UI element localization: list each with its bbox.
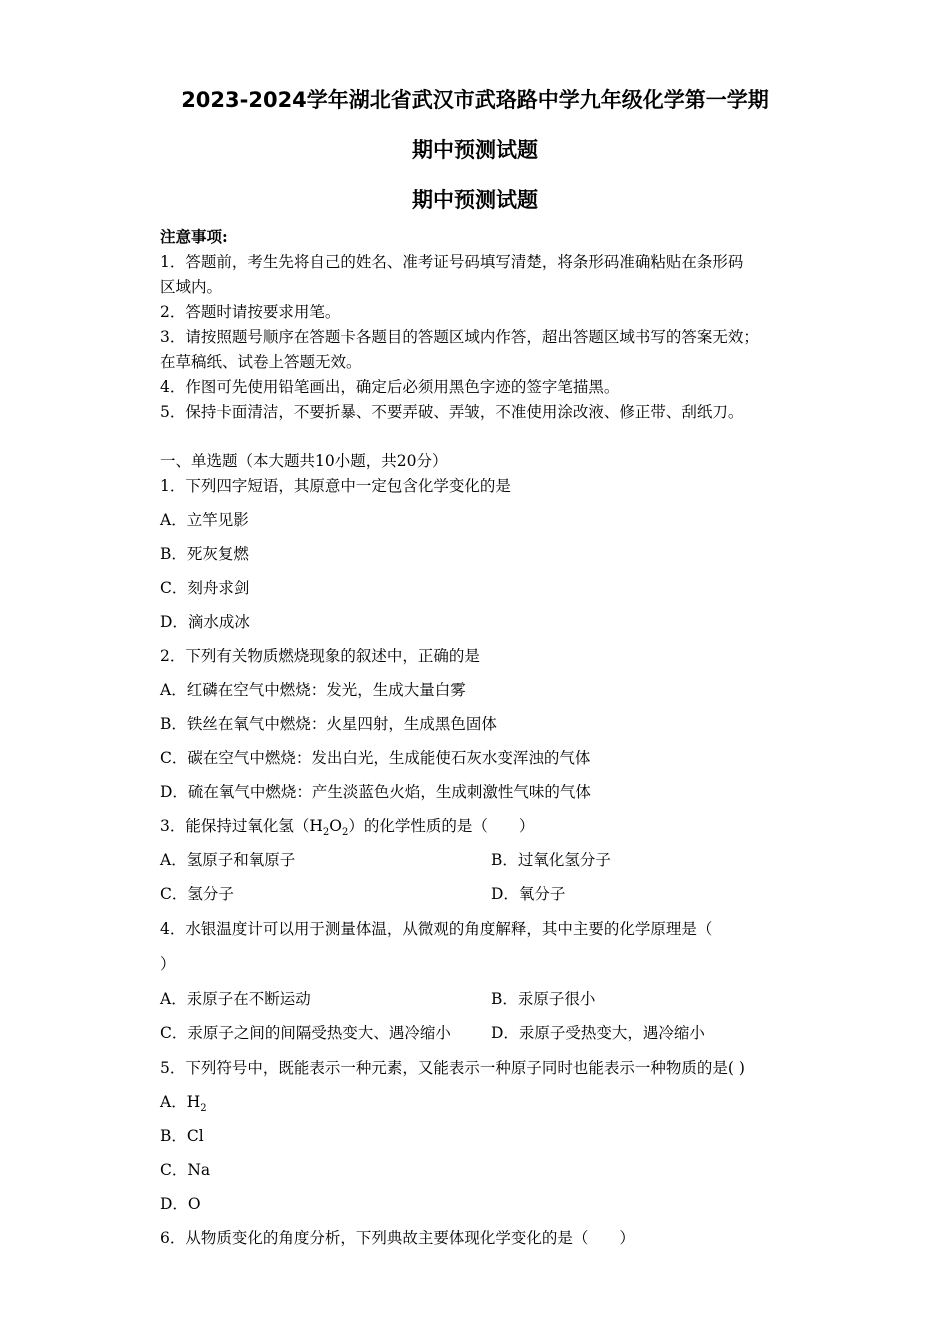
notice-item: 5．保持卡面清洁，不要折暴、不要弄破、弄皱，不准使用涂改液、修正带、刮纸刀。 [160,403,744,421]
notice-item: 4．作图可先使用铅笔画出，确定后必须用黑色字迹的签字笔描黑。 [160,378,620,396]
question-2-option-b: B．铁丝在氧气中燃烧：火星四射，生成黑色固体 [160,715,497,733]
question-2-option-a: A．红磷在空气中燃烧：发光，生成大量白雾 [160,681,466,699]
subscript: 2 [200,1103,207,1115]
question-3-option-d: D．氧分子 [491,885,566,903]
question-4-option-b: B．汞原子很小 [491,990,596,1008]
notice-item: 区域内。 [160,278,223,296]
notice-item: 在草稿纸、试卷上答题无效。 [160,353,362,371]
question-1-option-b: B．死灰复燃 [160,545,249,563]
question-3-option-c: C．氢分子 [160,885,234,903]
question-4-stem-end: ） [160,955,176,973]
question-1-option-c: C．刻舟求剑 [160,579,250,597]
question-5-option-a-text: A．H [160,1093,201,1111]
question-3-stem-pre: 3．能保持过氧化氢（H [160,817,323,835]
question-3-stem-mid: O [329,817,342,835]
notice-item: 3．请按照题号顺序在答题卡各题目的答题区域内作答，超出答题区域书写的答案无效； [160,328,759,346]
question-4-option-a: A．汞原子在不断运动 [160,990,311,1008]
question-2-option-c: C．碳在空气中燃烧：发出白光，生成能使石灰水变浑浊的气体 [160,749,591,767]
question-2-stem: 2．下列有关物质燃烧现象的叙述中，正确的是 [160,647,480,665]
question-5-stem: 5．下列符号中，既能表示一种元素，又能表示一种原子同时也能表示一种物质的是( ) [160,1059,745,1077]
subscript: 2 [322,827,330,839]
question-4-option-c: C．汞原子之间的间隔受热变大、遇冷缩小 [160,1024,451,1042]
subscript: 2 [341,827,349,839]
question-3-option-b: B．过氧化氢分子 [491,851,611,869]
question-5-option-d: D．O [160,1195,201,1213]
question-4-option-d: D．汞原子受热变大，遇冷缩小 [491,1024,705,1042]
question-4-stem: 4．水银温度计可以用于测量体温，从微观的角度解释，其中主要的化学原理是（ [160,920,713,938]
question-3-stem-post: ）的化学性质的是（ ） [348,817,535,835]
question-1-option-d: D．滴水成冰 [160,613,250,631]
notice-heading: 注意事项: [160,227,228,246]
question-5-option-a [160,1091,207,1120]
question-3-option-a: A．氢原子和氧原子 [160,851,296,869]
question-6-stem: 6．从物质变化的角度分析，下列典故主要体现化学变化的是（ ） [160,1229,635,1247]
section-heading: 一、单选题（本大题共10小题，共20分） [160,452,448,470]
exam-title-line1: 2023-2024学年湖北省武汉市武珞路中学九年级化学第一学期 [181,88,769,112]
question-1-stem: 1．下列四字短语，其原意中一定包含化学变化的是 [160,477,511,495]
question-3-stem [160,815,534,844]
notice-item: 2．答题时请按要求用笔。 [160,303,341,321]
question-5-option-c: C．Na [160,1161,211,1179]
exam-title-line2: 期中预测试题 [412,138,538,162]
exam-title-line3: 期中预测试题 [412,188,538,212]
notice-item: 1．答题前，考生先将自己的姓名、准考证号码填写清楚，将条形码准确粘贴在条形码 [160,253,744,271]
question-1-option-a: A．立竿见影 [160,511,249,529]
question-5-option-b: B．Cl [160,1127,204,1145]
question-2-option-d: D．硫在氧气中燃烧：产生淡蓝色火焰，生成刺激性气味的气体 [160,783,591,801]
